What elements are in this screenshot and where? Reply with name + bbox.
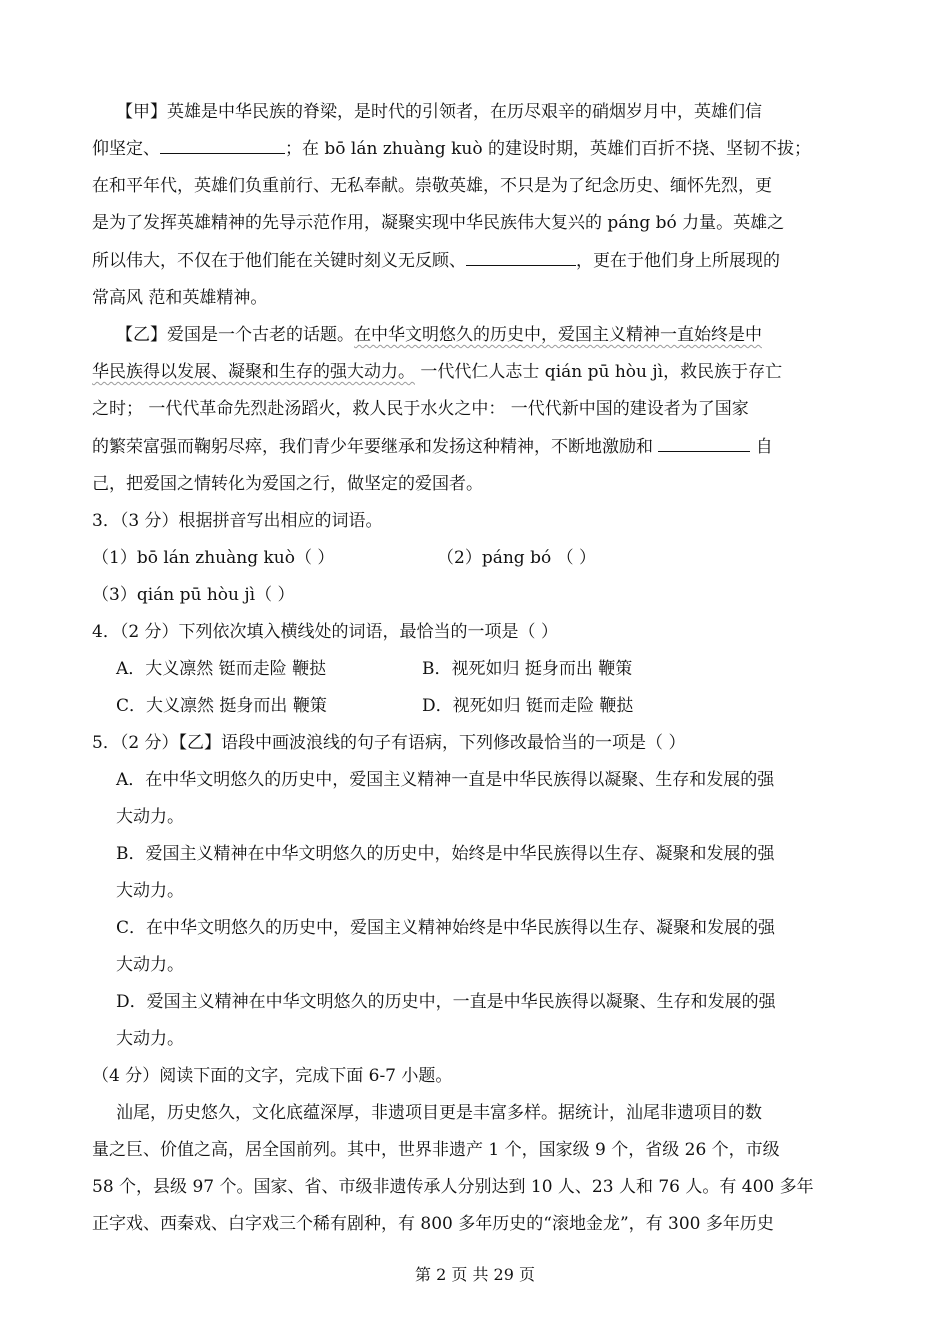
jia-line-6 [92, 280, 862, 317]
fill-blank-1 [160, 135, 285, 154]
reading-line-4: 正字戏、西秦戏、白字戏三个稀有剧种，有 800 多年历史的“滚地金龙”，有 300 多年历史 [92, 1214, 774, 1234]
yi-line-1 [116, 317, 862, 354]
question-3-stem: 3．（3 分）根据拼音写出相应的词语。 [92, 511, 383, 531]
jia-text: 仰坚定、 [92, 139, 160, 159]
question-5-option-c-cont: 大动力。 [116, 955, 184, 975]
reading-line-2: 量之巨、价值之高，居全国前列。其中，世界非遗产 1 个，国家级 9 个，省级 26 个，市级 [92, 1140, 780, 1160]
question-5-option-d-cont: 大动力。 [116, 1029, 184, 1049]
fill-blank-3 [658, 433, 750, 452]
reading-intro: （4 分）阅读下面的文字，完成下面 6-7 小题。 [92, 1066, 453, 1086]
yi-line-3 [92, 391, 862, 428]
question-3-item-3: （3）qián pū hòu jì（ ） [92, 585, 295, 605]
yi-line-2 [92, 354, 862, 391]
jia-text: 在和平年代，英雄们负重前行、无私奉献。崇敬英雄，不只是为了纪念历史、缅怀先烈，更 [92, 176, 772, 196]
question-4-option-a: A．大义凛然 铤而走险 鞭挞 [116, 659, 327, 679]
jia-line-2 [92, 131, 862, 168]
jia-text: 【甲】英雄是中华民族的脊梁，是时代的引领者，在历尽艰辛的硝烟岁月中，英雄们信 [116, 102, 762, 122]
question-5-option-d: D．爱国主义精神在中华文明悠久的历史中，一直是中华民族得以凝聚、生存和发展的强 [116, 992, 776, 1012]
jia-line-5 [92, 243, 862, 280]
question-3-item-2: （2）páng bó （ ） [437, 548, 596, 568]
question-4-row-1 [116, 651, 886, 688]
jia-line-3 [92, 168, 862, 205]
fill-blank-2 [466, 247, 576, 266]
yi-text: 一代代仁人志士 qián pū hòu jì，救民族于存亡 [415, 362, 783, 382]
question-3-item-1: （1）bō lán zhuàng kuò（ ） [92, 548, 335, 568]
jia-text: 所以伟大，不仅在于他们能在关键时刻义无反顾、 [92, 251, 466, 271]
question-4-stem: 4．（2 分）下列依次填入横线处的词语，最恰当的一项是（ ） [92, 622, 558, 642]
jia-text: 是为了发挥英雄精神的先导示范作用，凝聚实现中华民族伟大复兴的 páng bó 力量。英雄之 [92, 213, 785, 233]
yi-line-4 [92, 429, 862, 466]
jia-text: 常高风 范和英雄精神。 [92, 288, 268, 308]
yi-text: 自 [750, 437, 773, 457]
page-footer: 第 2 页 共 29 页 [415, 1265, 535, 1284]
question-4-option-d: D．视死如归 铤而走险 鞭挞 [422, 696, 634, 716]
question-5-option-a: A．在中华文明悠久的历史中，爱国主义精神一直是中华民族得以凝聚、生存和发展的强 [116, 770, 775, 790]
jia-text: ；在 bō lán zhuàng kuò 的建设时期，英雄们百折不挠、坚韧不拔； [285, 139, 811, 159]
wavy-underlined-sentence: 华民族得以发展、凝聚和生存的强大动力。 [92, 362, 415, 382]
yi-line-5 [92, 466, 862, 503]
question-5-stem: 5．（2 分）【乙】语段中画波浪线的句子有语病，下列修改最恰当的一项是（ ） [92, 733, 686, 753]
question-5-option-b: B．爱国主义精神在中华文明悠久的历史中，始终是中华民族得以生存、凝聚和发展的强 [116, 844, 775, 864]
jia-text: ，更在于他们身上所展现的 [576, 251, 780, 271]
reading-line-3: 58 个，县级 97 个。国家、省、市级非遗传承人分别达到 10 人、23 人和 76 人。有 400 多年 [92, 1177, 814, 1197]
question-4-option-b: B．视死如归 挺身而出 鞭策 [422, 659, 633, 679]
reading-line-1: 汕尾，历史悠久，文化底蕴深厚，非遗项目更是丰富多样。据统计，汕尾非遗项目的数 [116, 1103, 762, 1123]
yi-text: 【乙】爱国是一个古老的话题。 [116, 325, 354, 345]
question-4-row-2 [116, 688, 886, 725]
yi-text: 之时； 一代代革命先烈赴汤蹈火，救人民于水火之中： 一代代新中国的建设者为了国家 [92, 399, 749, 419]
question-3-row-1 [92, 540, 862, 577]
jia-line-4 [92, 205, 862, 242]
question-5-option-c: C．在中华文明悠久的历史中，爱国主义精神始终是中华民族得以生存、凝聚和发展的强 [116, 918, 776, 938]
yi-text: 己，把爱国之情转化为爱国之行，做坚定的爱国者。 [92, 474, 483, 494]
yi-text: 的繁荣富强而鞠躬尽瘁，我们青少年要继承和发扬这种精神，不断地激励和 [92, 437, 659, 457]
wavy-underlined-sentence: 在中华文明悠久的历史中，爱国主义精神一直始终是中 [354, 325, 762, 345]
question-5-option-a-cont: 大动力。 [116, 807, 184, 827]
question-4-option-c: C．大义凛然 挺身而出 鞭策 [116, 696, 327, 716]
question-5-option-b-cont: 大动力。 [116, 881, 184, 901]
jia-line-1 [116, 94, 862, 131]
